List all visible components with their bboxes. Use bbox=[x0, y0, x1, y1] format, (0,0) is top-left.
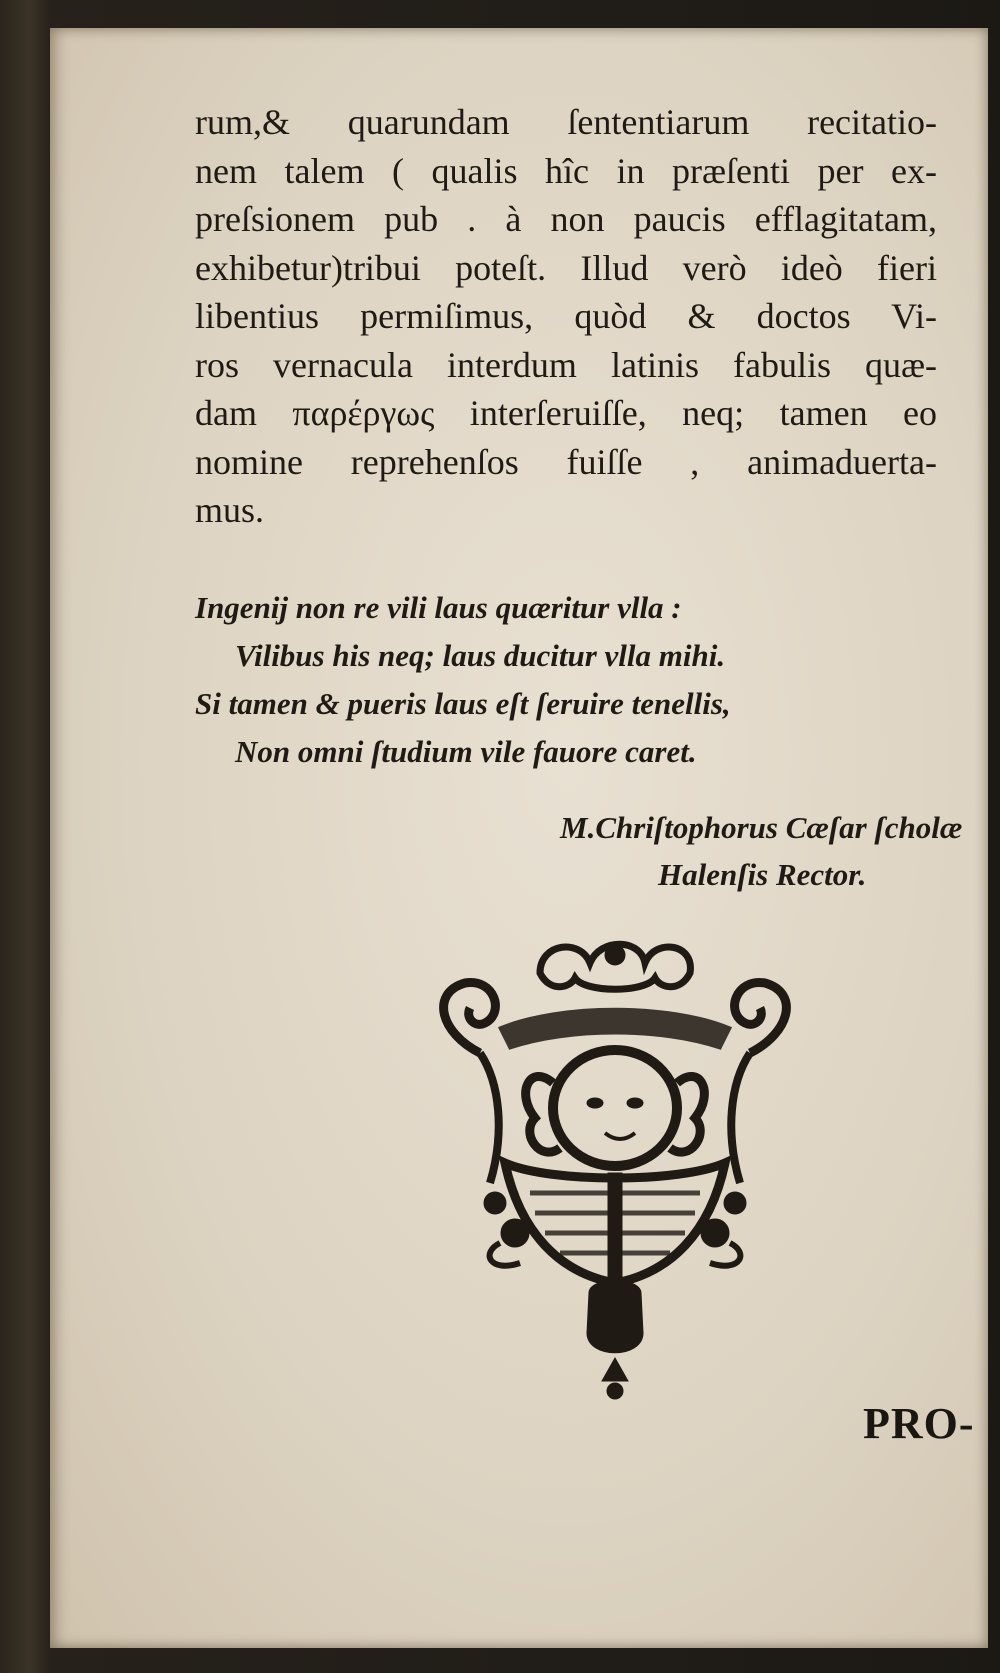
verse-line: Vilibus his neq; laus ducitur vlla mihi. bbox=[235, 638, 726, 673]
prose-line: ros vernacula interdum latinis fabulis quæ- bbox=[195, 344, 937, 385]
prose-line: exhibetur)tribui poteſt. Illud verò ideò fieri bbox=[195, 247, 937, 288]
prose-line: dam παρέργως interſeruiſſe, neq; tamen eo bbox=[195, 393, 937, 433]
prose-line: nem talem ( qualis hîc in præſenti per ex- bbox=[195, 150, 937, 191]
signature-title: Halenſis Rector. bbox=[658, 857, 867, 892]
signature-block bbox=[520, 804, 963, 898]
prose-line: rum,& quarundam ſententiarum recitatio- bbox=[195, 102, 937, 142]
prose-paragraph bbox=[195, 98, 937, 535]
prose-line: nomine reprehenſos fuiſſe , animaduerta- bbox=[195, 441, 937, 482]
verse-block bbox=[195, 584, 895, 776]
verse-line: Ingenij non re vili laus quæritur vlla : bbox=[195, 590, 682, 625]
prose-line: mus. bbox=[195, 490, 265, 530]
catchword: PRO- bbox=[863, 1399, 975, 1448]
verse-line: Si tamen & pueris laus eſt ſeruire tenellis, bbox=[195, 686, 731, 721]
woodcut-ornament-icon bbox=[420, 933, 810, 1413]
verse-line: Non omni ſtudium vile fauore caret. bbox=[235, 734, 697, 769]
prose-line: libentius permiſimus, quòd & doctos Vi- bbox=[195, 296, 937, 336]
book-page bbox=[50, 28, 988, 1648]
prose-line: preſsionem pub . à non paucis efflagitatam, bbox=[195, 199, 937, 239]
signature-name: M.Chriſtophorus Cæſar ſcholæ bbox=[560, 810, 963, 845]
